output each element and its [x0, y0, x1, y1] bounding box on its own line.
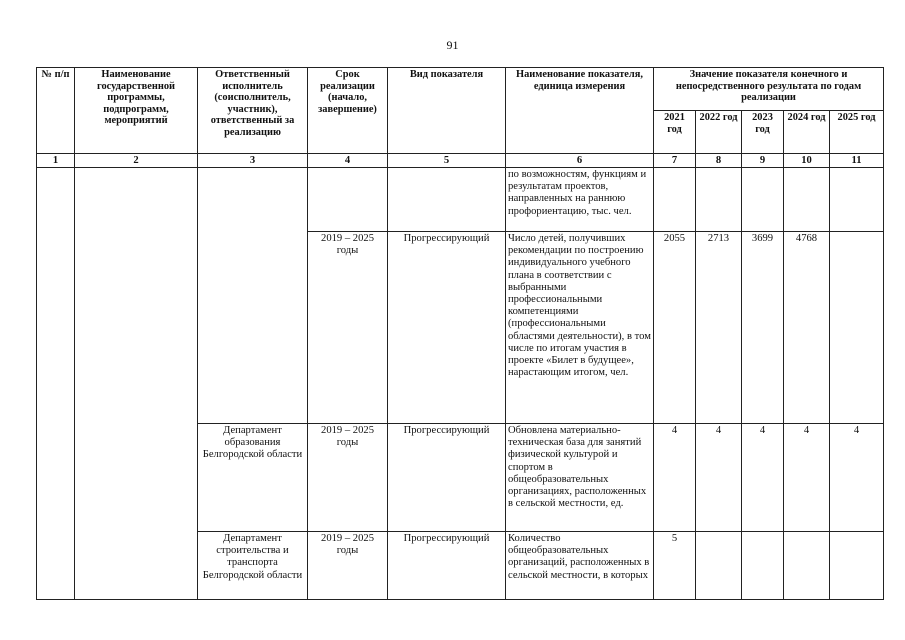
column-number: 1 — [37, 154, 75, 168]
column-numbers-row — [37, 154, 884, 168]
row-value-2021: 5 — [654, 532, 696, 600]
header-num: № п/п — [37, 68, 75, 154]
header-values-group: Значение показателя конечного и непосредственного результата по годам реализации — [654, 68, 884, 111]
row-kind-cell: Прогрессирующий — [388, 532, 506, 600]
table-row — [37, 168, 884, 232]
row-kind-cell — [388, 168, 506, 232]
row-term-cell: 2019 – 2025 годы — [308, 532, 388, 600]
header-year-2021: 2021 год — [654, 111, 696, 154]
row-value-2024 — [784, 532, 830, 600]
row-indicator-cell: Число детей, получивших рекомендации по построению индивидуального учебного плана в соответствии с выбранными профессиональными компетенциями (профессиональными областями деятельности), в том числе по итогам участия в проекте «Билет в будущее», нарастающим итогом, чел. — [506, 232, 654, 424]
row-num-cell — [37, 168, 75, 600]
row-executor-cell: Департамент строительства и транспорта Белгородской области — [198, 532, 308, 600]
row-kind-cell: Прогрессирующий — [388, 232, 506, 424]
column-number: 5 — [388, 154, 506, 168]
header-indicator-kind: Вид показателя — [388, 68, 506, 154]
column-number: 9 — [742, 154, 784, 168]
row-value-2022: 4 — [696, 424, 742, 532]
row-term-cell: 2019 – 2025 годы — [308, 232, 388, 424]
row-indicator-cell: Обновлена материально-техническая база для занятий физической культурой и спортом в общеобразовательных организациях, расположенных в сельской местности, ед. — [506, 424, 654, 532]
row-value-2022: 2713 — [696, 232, 742, 424]
row-value-2021 — [654, 168, 696, 232]
column-number: 11 — [830, 154, 884, 168]
column-number: 10 — [784, 154, 830, 168]
header-year-2022: 2022 год — [696, 111, 742, 154]
row-program-name-cell — [75, 168, 198, 600]
row-indicator-cell: по возможностям, функциям и результатам проектов, направленных на раннюю профориентацию, тыс. чел. — [506, 168, 654, 232]
row-value-2025 — [830, 168, 884, 232]
row-value-2023: 3699 — [742, 232, 784, 424]
row-term-cell — [308, 168, 388, 232]
row-kind-cell: Прогрессирующий — [388, 424, 506, 532]
header-indicator-name: Наименование показателя, единица измерения — [506, 68, 654, 154]
row-value-2023 — [742, 168, 784, 232]
row-value-2022 — [696, 532, 742, 600]
page-number: 91 — [446, 38, 459, 52]
row-value-2025: 4 — [830, 424, 884, 532]
column-number: 7 — [654, 154, 696, 168]
row-value-2025 — [830, 232, 884, 424]
header-executor: Ответственный исполнитель (соисполнитель, участник), ответственный за реализацию — [198, 68, 308, 154]
row-indicator-cell: Количество общеобразовательных организаций, расположенных в сельской местности, в которых — [506, 532, 654, 600]
indicators-table — [36, 67, 884, 600]
row-executor-cell: Департамент образования Белгородской области — [198, 424, 308, 532]
row-value-2023: 4 — [742, 424, 784, 532]
row-value-2025 — [830, 532, 884, 600]
row-executor-cell — [198, 168, 308, 424]
row-value-2021: 2055 — [654, 232, 696, 424]
column-number: 2 — [75, 154, 198, 168]
column-number: 8 — [696, 154, 742, 168]
header-year-2024: 2024 год — [784, 111, 830, 154]
row-term-cell: 2019 – 2025 годы — [308, 424, 388, 532]
column-number: 6 — [506, 154, 654, 168]
header-term: Срок реализации (начало, завершение) — [308, 68, 388, 154]
row-value-2023 — [742, 532, 784, 600]
row-value-2021: 4 — [654, 424, 696, 532]
header-year-2025: 2025 год — [830, 111, 884, 154]
row-value-2022 — [696, 168, 742, 232]
row-value-2024: 4 — [784, 424, 830, 532]
column-number: 3 — [198, 154, 308, 168]
header-year-2023: 2023 год — [742, 111, 784, 154]
row-value-2024 — [784, 168, 830, 232]
row-value-2024: 4768 — [784, 232, 830, 424]
header-program-name: Наименование государственной программы, подпрограмм, мероприятий — [75, 68, 198, 154]
column-number: 4 — [308, 154, 388, 168]
